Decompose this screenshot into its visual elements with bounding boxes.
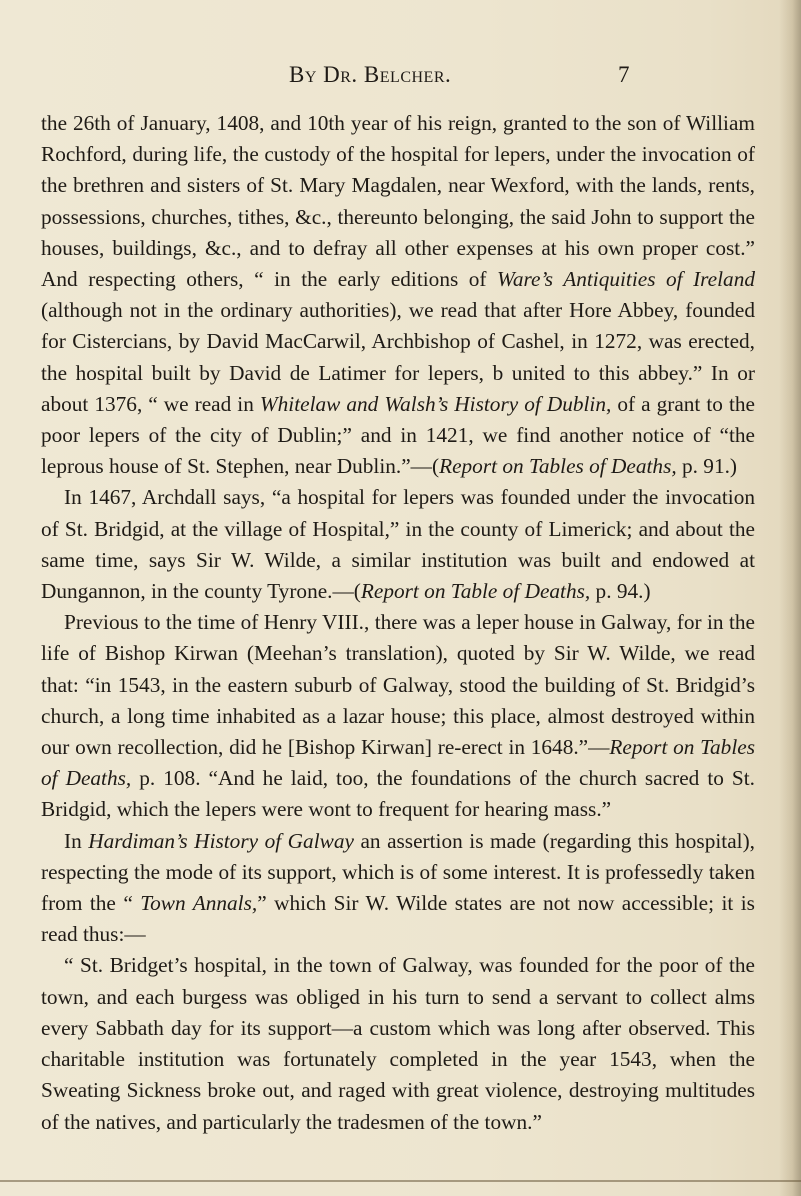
- italic-title: Report on Tables of Deaths,: [41, 735, 755, 791]
- paragraph: [41, 950, 755, 1137]
- italic-title: Hardiman’s History of Galway: [88, 828, 354, 853]
- page-edge-shadow: [779, 0, 801, 1196]
- italic-title: Ware’s Antiquities of Ireland: [497, 267, 755, 292]
- body-text: [41, 108, 755, 1138]
- running-title: By Dr. Belcher.: [289, 62, 452, 87]
- page-bottom-rule: [0, 1180, 801, 1182]
- italic-title: Report on Tables of Deaths,: [439, 454, 677, 479]
- paragraph: [41, 826, 755, 951]
- text-run: p. 108. “And he laid, too, the foundations of the church sacred to St. Bridgid, which the lepers were wont to frequent for hearing mass.”: [41, 766, 755, 822]
- text-run: In: [64, 828, 89, 853]
- text-run: ” which Sir W. Wilde states are not now accessible; it is read thus:—: [41, 891, 755, 947]
- text-run: p. 91.): [676, 454, 738, 479]
- italic-title: Town Annals,: [140, 891, 258, 916]
- text-run: the 26th of January, 1408, and 10th year of his reign, granted to the son of William Rochford, during life, the custody of the hospital for lepers, under the invocation of the brethren and sisters of St. Mary Magdalen, near Wexford, with the lands, rents, possessions, churches, tithes, &c., thereunto belonging, the said John to support the houses, buildings, &c., and to defray all other expenses at his own proper cost.” And respecting others, “ in the early editions of: [41, 111, 755, 292]
- page-number: 7: [618, 62, 630, 87]
- paragraph: [41, 482, 755, 607]
- text-run: p. 94.): [590, 579, 651, 604]
- text-run: (although not in the ordinary authorities), we read that after Hore Abbey, founded for Cistercians, by David MacCarwil, Archbishop of Cashel, in 1272, was erected, the hospital built by David de Latimer for lepers, b united to this abbey.” In or about 1376, “ we read in: [41, 298, 755, 416]
- paragraph: [41, 607, 755, 825]
- text-run: In 1467, Archdall says, “a hospital for lepers was founded under the invocation of St. Bridgid, at the village of Hospital,” in the county of Limerick; and about the same time, says Sir W. Wilde, a similar institution was built and endowed at Dungannon, in the county Tyrone.—(: [41, 485, 755, 604]
- italic-title: Whitelaw and Walsh’s History of Dublin,: [259, 391, 612, 416]
- text-run: Previous to the time of Henry VIII., there was a leper house in Galway, for in the life of Bishop Kirwan (Meehan’s translation), quoted by Sir W. Wilde, we read that: “in 1543, in the eastern suburb of Galway, stood the building of St. Bridgid’s church, a long time inhabited as a lazar house; this place, almost destroyed within our own recollection, did he [Bishop Kirwan] re-erect in 1648.”—: [41, 610, 755, 760]
- text-run: “ St. Bridget’s hospital, in the town of Galway, was founded for the poor of the town, and each burgess was obliged in his turn to send a servant to collect alms every Sabbath day for its support—a custom which was long after observed. This charitable institution was fortunately completed in the year 1543, when the Sweating Sickness broke out, and raged with great violence, destroying multitudes of the natives, and particularly the tradesmen of the town.”: [41, 953, 755, 1134]
- paragraph: [41, 108, 755, 482]
- text-run: an assertion is made (regarding this hospital), respecting the mode of its support, which is of some interest. It is professedly taken from the “: [41, 828, 755, 916]
- italic-title: Report on Table of Deaths,: [360, 579, 591, 604]
- text-run: of a grant to the poor lepers of the city of Dublin;” and in 1421, we find another notice of “the leprous house of St. Stephen, near Dublin.”—(: [41, 391, 755, 479]
